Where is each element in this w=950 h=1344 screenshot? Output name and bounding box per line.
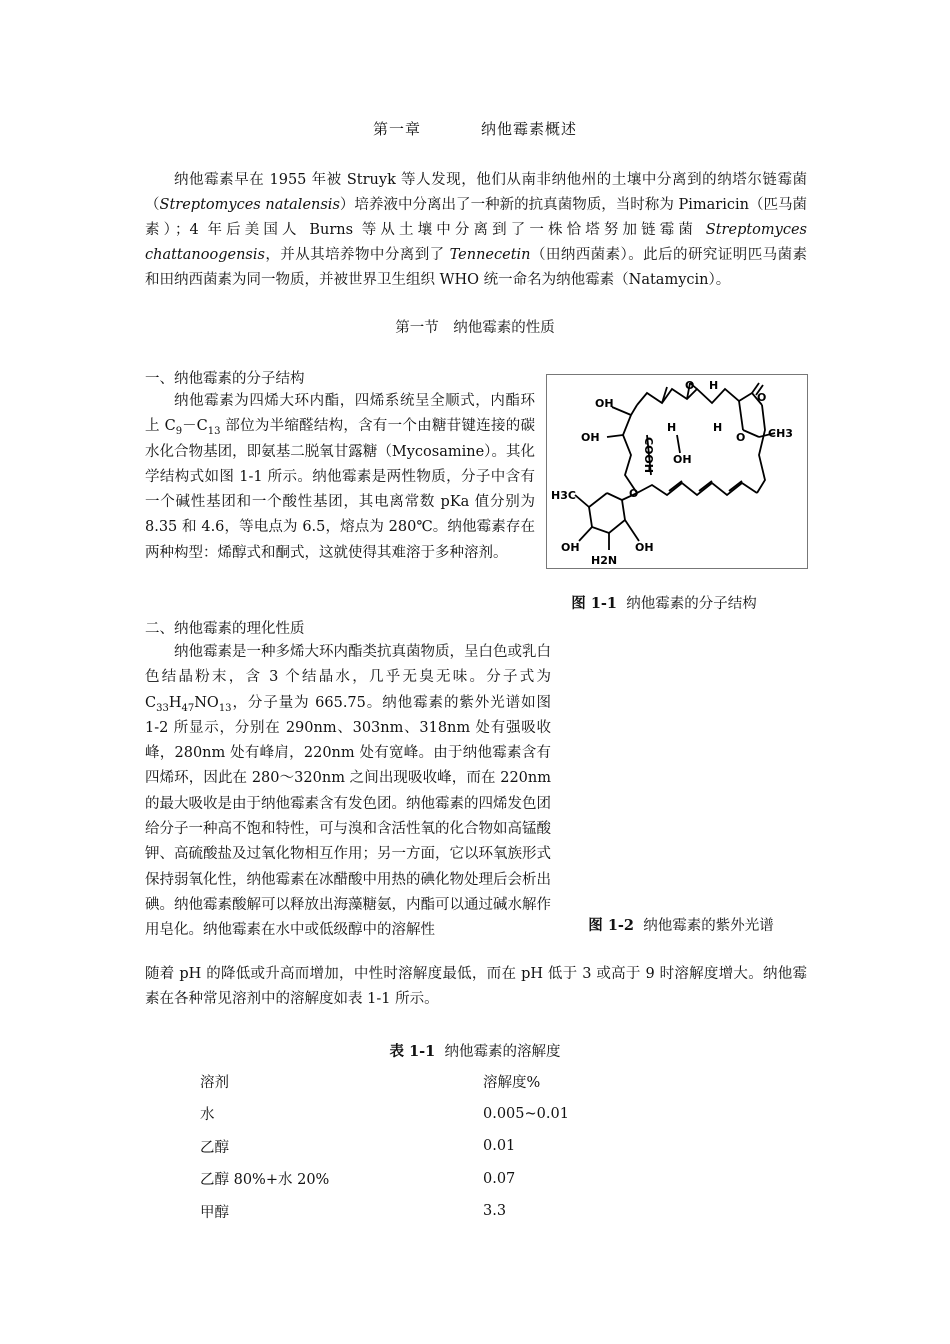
chapter-title (0, 118, 950, 139)
table-header-row (200, 1065, 620, 1098)
atom-h-3: H (667, 421, 677, 434)
solvent-cell: 乙醇 (200, 1139, 229, 1156)
figure-1-2-caption (531, 914, 831, 935)
molecule-structure-figure (546, 374, 808, 569)
intro-text-3: ，并从其培养物中分离到了 (264, 247, 450, 263)
solubility-table (200, 1065, 620, 1228)
table-row (200, 1195, 620, 1228)
solvent-cell: 水 (200, 1107, 215, 1124)
properties-text-1: 纳他霉素是一种多烯大环内酯类抗真菌物质，呈白色或乳白色结晶粉末，含 3 个结晶水，几乎无臭无味。分子式为 C (145, 644, 551, 711)
table-row (200, 1130, 620, 1163)
solvent-cell: 甲醇 (200, 1204, 229, 1221)
atom-oh-4: OH (561, 541, 580, 554)
subsection-heading-properties: 二、纳他霉素的理化性质 (145, 621, 305, 637)
table-1-1-caption (0, 1040, 950, 1061)
atom-oh-1: OH (595, 397, 614, 410)
properties-text-4: ，分子量为 665.75。纳他霉素的紫外光谱如图 1-2 所显示，分别在 290nm、303nm、318nm 处有强吸收峰，280nm 处有峰肩，220nm 处有宽峰。由于纳他霉素含有四烯环，因此在 280～320nm 之间出现吸收峰，而在 220nm 的最大吸收是由于纳他霉素含有发色团。纳他霉素的四烯发色团给分子一种高不饱和特性，可与溴和含活性氧的化合物如高锰酸钾、高硫酸盐及过氧化物相互作用；另一方面，它以环氧族形式保持弱氧化性，纳他霉素在冰醋酸中用热的碘化物处理后会析出碘。纳他霉素酸解可以释放出海藻糖氨，内酯可以通过碱水解作用皂化。纳他霉素在水中或低级醇中的溶解性 (145, 694, 551, 939)
solubility-paragraph: 随着 pH 的降低或升高而增加，中性时溶解度最低，而在 pH 低于 3 或高于 9 时溶解度增大。纳他霉素在各种常见溶剂中的溶解度如表 1-1 所示。 (145, 966, 807, 1008)
atom-oh-5: OH (635, 541, 654, 554)
figure-1-2-text: 纳他霉素的紫外光谱 (643, 918, 774, 934)
atom-o-ring: O (736, 431, 746, 444)
atom-h-2: H (713, 421, 723, 434)
structure-sub-1: 9 (175, 426, 183, 438)
structure-text-1: 纳他霉素为四烯大环内酯，四烯系统呈全顺式，内酯环上 C (145, 393, 535, 435)
section-title: 第一节 纳他霉素的性质 (395, 320, 555, 336)
intro-text-2: ）培养液中分离出了一种新的抗真菌物质，当时称为 Pimaricin（匹马菌素）；4 年后美国人 Burns 等从土壤中分离到了一株恰塔努加链霉菌 (145, 197, 808, 238)
atom-ch3: CH3 (768, 427, 793, 440)
table-1-1-label: 表 1-1 (389, 1043, 436, 1060)
table-row (200, 1098, 620, 1131)
chapter-name: 纳他霉素概述 (481, 120, 578, 138)
header-solubility: 溶解度% (483, 1074, 541, 1091)
structure-sub-2: 13 (207, 426, 221, 438)
solvent-cell: 乙醇 80%+水 20% (200, 1172, 330, 1189)
table-1-1-text: 纳他霉素的溶解度 (444, 1044, 561, 1060)
species-chattanoogensis: Streptomyces chattanoogensis (145, 222, 807, 263)
atom-h3c: H3C (551, 489, 576, 502)
atom-o-ester: O (757, 391, 767, 404)
atom-o-epoxide: O (685, 379, 695, 392)
species-natalensis: Streptomyces natalensis (159, 197, 340, 213)
solubility-cell: 3.3 (483, 1203, 507, 1220)
chapter-number: 第一章 (372, 120, 421, 138)
atom-h2n: H2N (591, 554, 618, 567)
subsection-heading-structure: 一、纳他霉素的分子结构 (145, 371, 305, 387)
properties-text-3: NO (194, 694, 219, 711)
properties-sub-3: 13 (218, 702, 232, 714)
figure-1-1-label: 图 1-1 (571, 595, 618, 612)
figure-1-1-caption (514, 592, 814, 613)
properties-text-2: H (168, 694, 182, 711)
figure-1-2-label: 图 1-2 (588, 917, 635, 934)
intro-text-4: （田纳西菌素）。此后的研究证明匹马菌素和田纳西菌素为同一物质，并被世界卫生组织 WHO 统一命名为纳他霉素（Natamycin）。 (145, 247, 808, 288)
table-row (200, 1163, 620, 1196)
structure-paragraph (145, 389, 535, 566)
atom-oh-3: OH (673, 453, 692, 466)
structure-text-2: －C (182, 418, 208, 435)
tennecetin-name: Tennecetin (449, 247, 531, 263)
molecule-structure-drawing (547, 375, 807, 568)
solubility-cell: 0.01 (483, 1138, 516, 1155)
atom-o-glycoside: O (629, 487, 639, 500)
solubility-cell: 0.07 (483, 1170, 516, 1187)
solubility-cell: 0.005~0.01 (483, 1105, 569, 1122)
properties-sub-2: 47 (181, 702, 195, 714)
intro-text-1: 纳他霉素早在 1955 年被 Struyk 等人发现，他们从南非纳他州的土壤中分离到的纳塔尔链霉菌（ (145, 172, 807, 213)
structure-text-3: 部位为半缩醛结构，含有一个由糖苷键连接的碳水化合物基团，即氨基二脱氧甘露糖（Mycosamine）。其化学结构式如图 1-1 所示。纳他霉素是两性物质，分子中含有一个碱性基团和一个酸性基团，其电离常数 pKa 值分别为 8.35 和 4.6，等电点为 6.5，熔点为 280℃。纳他霉素存在两种构型：烯醇式和酮式，这就使得其难溶于多种溶剂。 (145, 418, 535, 561)
intro-paragraph (145, 168, 807, 293)
properties-sub-1: 33 (156, 702, 169, 714)
atom-h-1: H (709, 379, 719, 392)
properties-paragraph (145, 640, 551, 944)
figure-1-1-text: 纳他霉素的分子结构 (626, 596, 757, 612)
atom-oh-2: OH (581, 431, 600, 444)
atom-cooh: COOH (642, 437, 655, 473)
header-solvent: 溶剂 (200, 1074, 229, 1091)
